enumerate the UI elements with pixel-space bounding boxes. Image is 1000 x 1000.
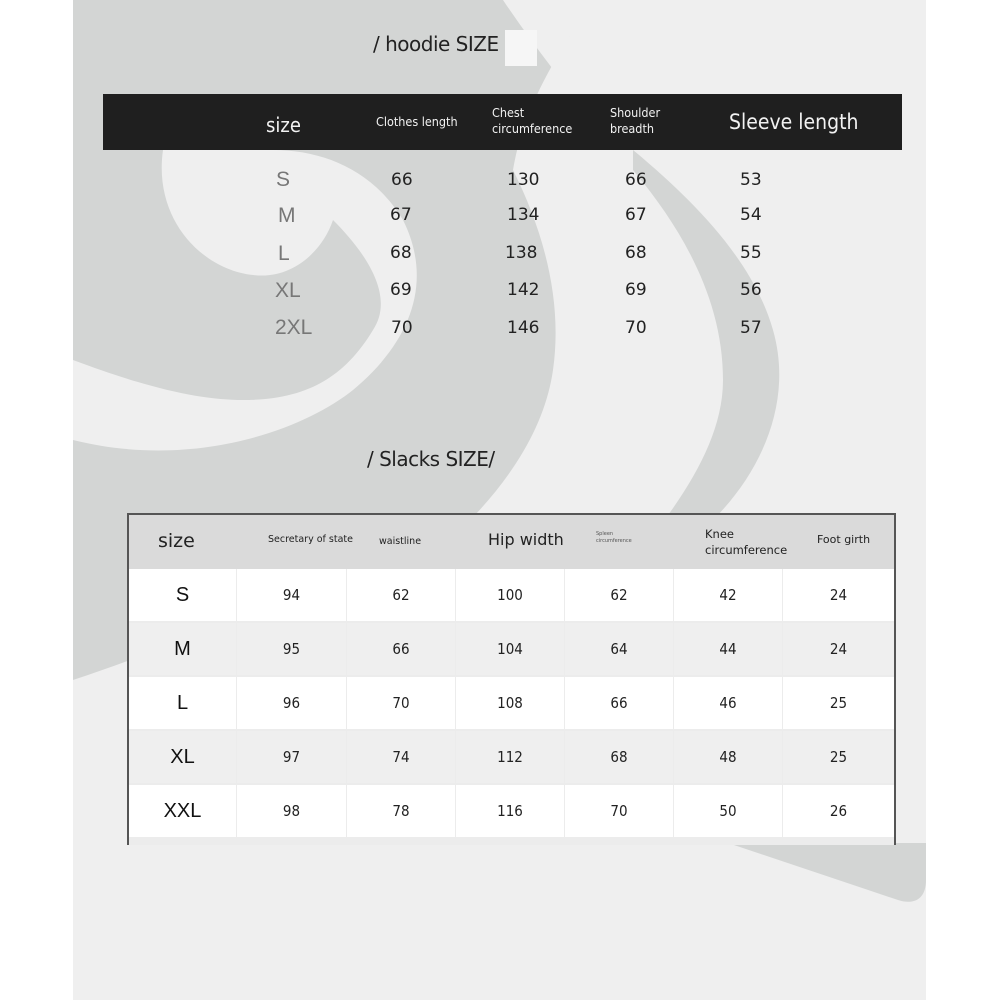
slacks-row	[129, 623, 894, 675]
hoodie-size-title: / hoodie SIZE	[373, 32, 499, 56]
slacks-hip: 104	[456, 623, 564, 675]
hoodie-chest: 142	[507, 280, 540, 300]
slacks-header-secretary: Secretary of state	[268, 534, 353, 545]
hoodie-sleeve: 54	[740, 205, 762, 225]
hoodie-header-shoulder-line1: Shoulder	[610, 105, 661, 120]
slacks-header-knee-line1: Knee	[705, 527, 734, 541]
title-mask-artifact	[505, 30, 537, 66]
slacks-secretary: 97	[237, 731, 346, 783]
hoodie-header-shoulder	[610, 105, 660, 138]
background-swirl-decoration	[73, 0, 926, 1000]
hoodie-clothes-length: 66	[391, 170, 413, 190]
hoodie-size-label: M	[278, 204, 296, 227]
slacks-header-waistline: waistline	[379, 536, 422, 547]
hoodie-header-chest-line2: circumference	[492, 121, 573, 137]
hoodie-size-label: S	[276, 168, 291, 191]
hoodie-sleeve: 57	[740, 318, 762, 338]
slacks-spleen: 70	[565, 785, 673, 837]
slacks-size-label: XXL	[129, 785, 236, 837]
hoodie-sleeve: 53	[740, 170, 762, 190]
slacks-spleen: 68	[565, 731, 673, 783]
size-chart-panel	[73, 0, 926, 1000]
slacks-knee: 46	[674, 677, 782, 729]
slacks-row	[129, 677, 894, 729]
slacks-size-table	[127, 513, 896, 845]
hoodie-chest: 146	[507, 318, 540, 338]
slacks-foot: 24	[783, 569, 894, 621]
hoodie-shoulder: 67	[625, 205, 647, 225]
slacks-foot: 25	[783, 677, 894, 729]
slacks-size-label: XL	[129, 731, 236, 783]
slacks-spleen: 64	[565, 623, 673, 675]
hoodie-shoulder: 70	[625, 318, 647, 338]
slacks-header-spleen-line1: Spleen	[596, 531, 614, 537]
hoodie-clothes-length: 69	[390, 280, 412, 300]
slacks-foot: 25	[783, 731, 894, 783]
slacks-size-label: S	[129, 569, 236, 621]
slacks-foot: 24	[783, 623, 894, 675]
slacks-knee: 48	[674, 731, 782, 783]
slacks-size-label: M	[129, 623, 236, 675]
hoodie-chest: 130	[507, 170, 540, 190]
hoodie-chest: 138	[505, 243, 538, 263]
slacks-row	[129, 569, 894, 621]
slacks-secretary: 95	[237, 623, 346, 675]
slacks-foot: 26	[783, 785, 894, 837]
hoodie-header-sleeve-length: Sleeve length	[729, 110, 859, 134]
slacks-knee: 50	[674, 785, 782, 837]
hoodie-size-label: 2XL	[275, 316, 313, 339]
slacks-hip: 100	[456, 569, 564, 621]
slacks-secretary: 96	[237, 677, 346, 729]
hoodie-clothes-length: 70	[391, 318, 413, 338]
slacks-row	[129, 731, 894, 783]
hoodie-header-size: size	[266, 113, 301, 137]
slacks-secretary: 98	[237, 785, 346, 837]
hoodie-clothes-length: 67	[390, 205, 412, 225]
slacks-header-size: size	[158, 530, 195, 552]
slacks-row	[129, 785, 894, 837]
hoodie-header-shoulder-line2: breadth	[610, 121, 654, 137]
slacks-header-spleen-line2: circumference	[596, 538, 632, 544]
slacks-spleen: 62	[565, 569, 673, 621]
slacks-waist: 74	[347, 731, 455, 783]
slacks-waist: 66	[347, 623, 455, 675]
slacks-table-header	[129, 515, 894, 569]
slacks-size-title: / Slacks SIZE/	[367, 447, 495, 471]
hoodie-size-label: L	[278, 242, 290, 265]
hoodie-header-chest	[492, 105, 572, 138]
slacks-size-label: L	[129, 677, 236, 729]
hoodie-size-label: XL	[275, 279, 301, 302]
slacks-header-spleen	[596, 531, 632, 545]
slacks-header-hip-width: Hip width	[488, 530, 564, 549]
slacks-secretary: 94	[237, 569, 346, 621]
hoodie-header-chest-line1: Chest	[492, 105, 525, 120]
slacks-header-knee	[705, 526, 787, 558]
hoodie-shoulder: 69	[625, 280, 647, 300]
slacks-header-knee-line2: circumference	[705, 543, 788, 558]
slacks-hip: 112	[456, 731, 564, 783]
hoodie-chest: 134	[507, 205, 540, 225]
hoodie-shoulder: 66	[625, 170, 647, 190]
slacks-waist: 78	[347, 785, 455, 837]
hoodie-sleeve: 56	[740, 280, 762, 300]
hoodie-sleeve: 55	[740, 243, 762, 263]
hoodie-table-header	[103, 94, 902, 150]
slacks-knee: 44	[674, 623, 782, 675]
slacks-header-foot-girth: Foot girth	[817, 533, 871, 546]
slacks-hip: 108	[456, 677, 564, 729]
hoodie-shoulder: 68	[625, 243, 647, 263]
slacks-waist: 62	[347, 569, 455, 621]
slacks-spleen: 66	[565, 677, 673, 729]
slacks-hip: 116	[456, 785, 564, 837]
slacks-knee: 42	[674, 569, 782, 621]
hoodie-clothes-length: 68	[390, 243, 412, 263]
hoodie-header-clothes-length: Clothes length	[376, 114, 458, 129]
slacks-waist: 70	[347, 677, 455, 729]
